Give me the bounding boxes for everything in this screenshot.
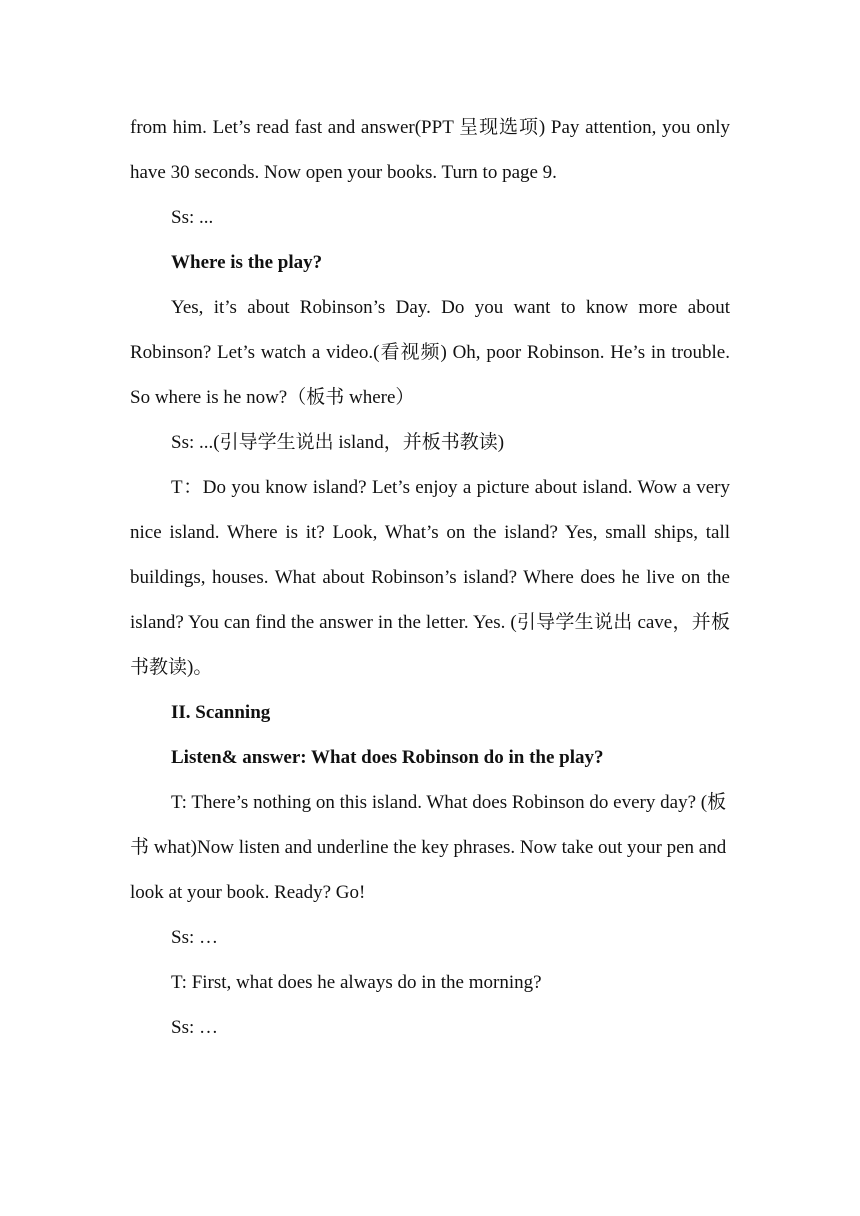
paragraph-students-island: Ss: ...(引导学生说出 island，并板书教读) (171, 432, 505, 453)
paragraph-continuation: from him. Let’s read fast and answer(PPT 呈现选项) Pay attention, you only have 30 seconds. Now open your books. Turn to page 9. (130, 117, 730, 183)
document-page (130, 105, 730, 1050)
paragraph-teacher-nothing: T: There’s nothing on this island. What does Robinson do every day? (板书 what)Now listen and underline the key phrases. Now take out your pen and look at your book. Ready? Go! (130, 792, 727, 903)
section-heading-where: Where is the play? (171, 252, 323, 273)
section-heading-listen-answer: Listen& answer: What does Robinson do in the play? (171, 747, 604, 768)
paragraph-students-reply-2: Ss: … (171, 927, 218, 948)
paragraph-teacher-morning: T: First, what does he always do in the morning? (171, 972, 542, 993)
paragraph-teacher-island: T：Do you know island? Let’s enjoy a picture about island. Wow a very nice island. Where is it? Look, What’s on the island? Yes, small ships, tall buildings, houses. What about Robinson’s island? Where does he live on the island? You can find the answer in the letter. Yes. (引导学生说出 cave，并板书教读)。 (130, 477, 730, 678)
paragraph-students-reply: Ss: ... (171, 207, 214, 228)
paragraph-robinsons-day: Yes, it’s about Robinson’s Day. Do you want to know more about Robinson? Let’s watch a video.(看视频) Oh, poor Robinson. He’s in trouble. So where is he now?（板书 where） (130, 297, 730, 408)
paragraph-students-reply-3: Ss: … (171, 1017, 218, 1038)
section-heading-scanning: II. Scanning (171, 702, 271, 723)
